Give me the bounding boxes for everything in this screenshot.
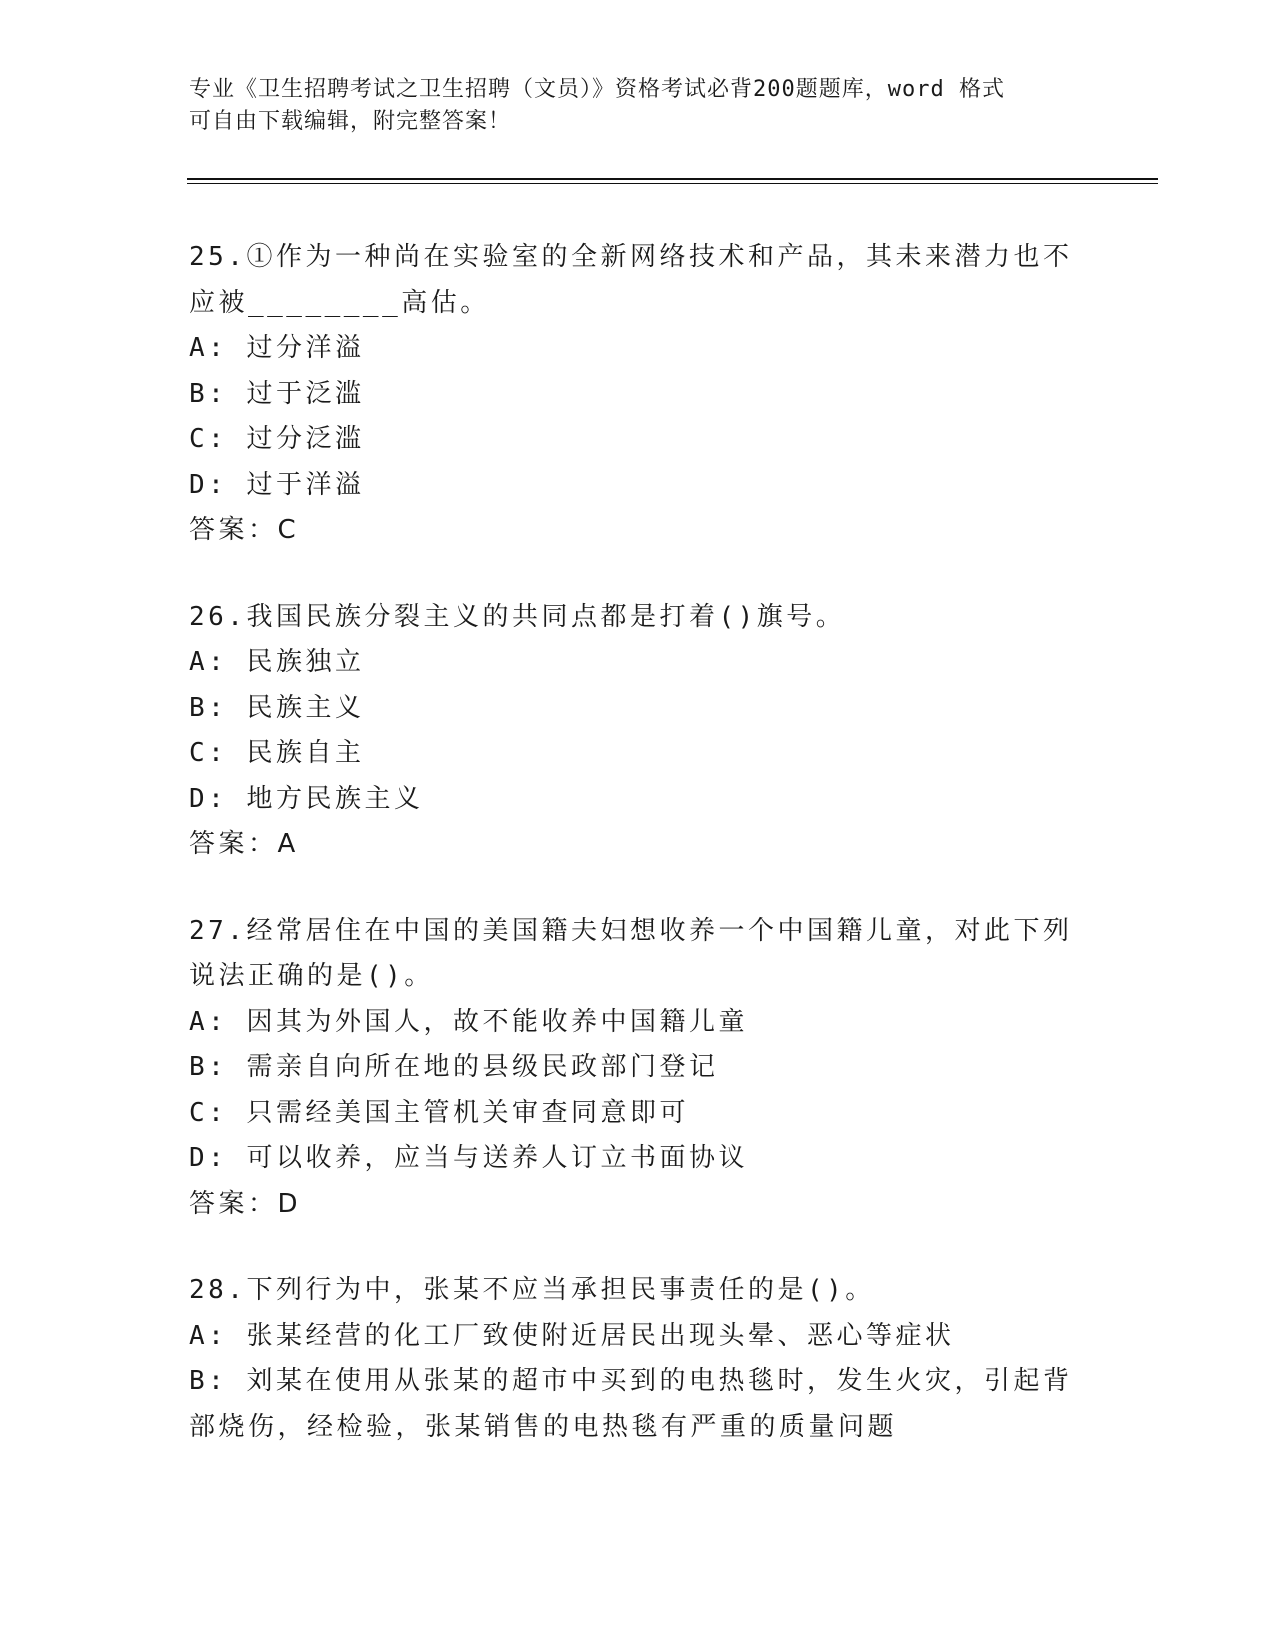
option-list <box>189 640 1089 822</box>
option-d: D: 地方民族主义 <box>189 783 424 814</box>
option-d: D: 过于洋溢 <box>189 469 365 500</box>
document-header <box>189 74 1089 138</box>
question-text: 28.下列行为中，张某不应当承担民事责任的是()。 <box>189 1275 875 1305</box>
answer-text: 答案：D <box>189 1188 302 1219</box>
option-b: B: 民族主义 <box>189 692 365 723</box>
header-line-1: 专业《卫生招聘考试之卫生招聘（文员）》资格考试必背200题题库，word 格式 <box>189 77 1005 102</box>
answer-text: 答案：A <box>189 829 299 859</box>
option-a: A: 张某经营的化工厂致使附近居民出现头晕、恶心等症状 <box>189 1320 955 1351</box>
option-list <box>189 1314 1089 1451</box>
question-25 <box>189 235 1089 554</box>
option-b: B: 过于泛滥 <box>189 378 365 409</box>
question-text: 25.①作为一种尚在实验室的全新网络技术和产品，其未来潜力也不应被________高估。 <box>189 242 1073 318</box>
option-b: B: 刘某在使用从张某的超市中买到的电热毯时，发生火灾，引起背部烧伤，经检验，张某销售的电热毯有严重的质量问题 <box>189 1366 1073 1442</box>
question-26 <box>189 595 1089 868</box>
option-a: A: 过分洋溢 <box>189 333 365 363</box>
question-list <box>189 235 1089 1491</box>
option-list <box>189 1000 1089 1182</box>
option-a: A: 因其为外国人，故不能收养中国籍儿童 <box>189 1006 748 1037</box>
option-c: C: 过分泛滥 <box>189 424 365 454</box>
option-d: D: 可以收养，应当与送养人订立书面协议 <box>189 1143 748 1173</box>
question-27 <box>189 909 1089 1228</box>
question-28 <box>189 1268 1089 1450</box>
header-divider-thick <box>187 178 1158 180</box>
header-line-2: 可自由下载编辑，附完整答案！ <box>189 109 512 134</box>
question-text: 26.我国民族分裂主义的共同点都是打着()旗号。 <box>189 601 846 632</box>
option-b: B: 需亲自向所在地的县级民政部门登记 <box>189 1052 719 1082</box>
option-c: C: 只需经美国主管机关审查同意即可 <box>189 1097 689 1128</box>
question-text: 27.经常居住在中国的美国籍夫妇想收养一个中国籍儿童，对此下列说法正确的是()。 <box>189 915 1073 991</box>
header-divider-thin <box>187 183 1158 184</box>
option-a: A: 民族独立 <box>189 647 365 677</box>
option-c: C: 民族自主 <box>189 738 365 768</box>
answer-text: 答案：C <box>189 515 300 545</box>
option-list <box>189 326 1089 508</box>
